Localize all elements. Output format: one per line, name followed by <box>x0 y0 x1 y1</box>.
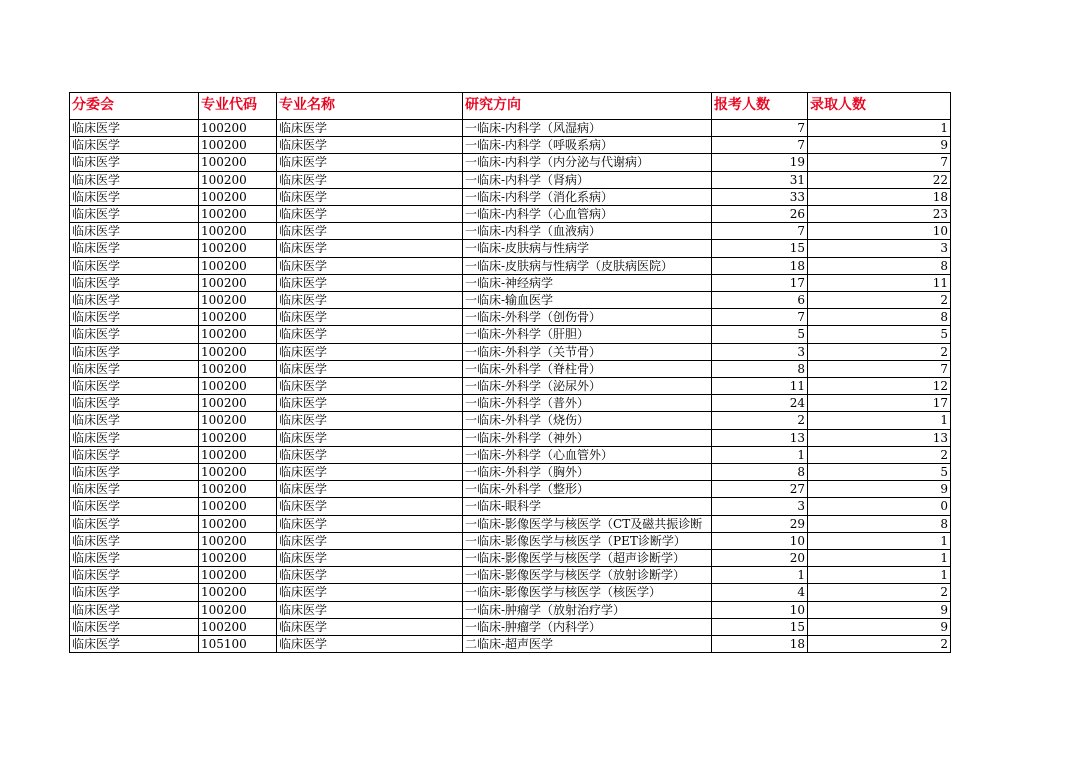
cell-major-name[interactable]: 临床医学 <box>277 154 463 171</box>
cell-research-direction[interactable]: 一临床-外科学（烧伤） <box>463 412 712 429</box>
cell-major-code[interactable]: 100200 <box>199 309 277 326</box>
cell-applicants[interactable]: 7 <box>712 120 808 137</box>
cell-committee[interactable]: 临床医学 <box>70 584 199 601</box>
cell-applicants[interactable]: 1 <box>712 446 808 463</box>
cell-applicants[interactable]: 26 <box>712 206 808 223</box>
cell-research-direction[interactable]: 一临床-肿瘤学（放射治疗学） <box>463 601 712 618</box>
table-row <box>70 292 951 309</box>
cell-admitted[interactable]: 22 <box>808 171 951 188</box>
cell-applicants[interactable]: 7 <box>712 137 808 154</box>
cell-applicants[interactable]: 17 <box>712 274 808 291</box>
cell-research-direction[interactable]: 一临床-外科学（胸外） <box>463 464 712 481</box>
cell-research-direction[interactable]: 一临床-外科学（普外） <box>463 395 712 412</box>
cell-major-name[interactable]: 临床医学 <box>277 584 463 601</box>
table-row <box>70 257 951 274</box>
cell-research-direction[interactable]: 一临床-影像医学与核医学（超声诊断学） <box>463 550 712 567</box>
cell-admitted[interactable]: 9 <box>808 618 951 635</box>
cell-admitted[interactable]: 9 <box>808 481 951 498</box>
header-admitted[interactable]: 录取人数 <box>808 93 951 120</box>
cell-major-code[interactable]: 100200 <box>199 154 277 171</box>
cell-committee[interactable]: 临床医学 <box>70 274 199 291</box>
cell-committee[interactable]: 临床医学 <box>70 188 199 205</box>
cell-committee[interactable]: 临床医学 <box>70 395 199 412</box>
cell-research-direction[interactable]: 一临床-内科学（消化系病） <box>463 188 712 205</box>
cell-major-code[interactable]: 100200 <box>199 326 277 343</box>
cell-major-code[interactable]: 100200 <box>199 137 277 154</box>
cell-research-direction[interactable]: 一临床-皮肤病与性病学（皮肤病医院） <box>463 257 712 274</box>
cell-research-direction[interactable]: 一临床-内科学（肾病） <box>463 171 712 188</box>
cell-research-direction[interactable]: 一临床-影像医学与核医学（CT及磁共振诊断 <box>463 515 712 532</box>
cell-research-direction[interactable]: 一临床-外科学（泌尿外） <box>463 378 712 395</box>
cell-committee[interactable]: 临床医学 <box>70 412 199 429</box>
cell-admitted[interactable]: 2 <box>808 343 951 360</box>
cell-research-direction[interactable]: 一临床-影像医学与核医学（放射诊断学） <box>463 567 712 584</box>
cell-committee[interactable]: 临床医学 <box>70 343 199 360</box>
cell-major-code[interactable]: 100200 <box>199 464 277 481</box>
cell-research-direction[interactable]: 一临床-眼科学 <box>463 498 712 515</box>
cell-major-code[interactable]: 100200 <box>199 498 277 515</box>
cell-major-name[interactable]: 临床医学 <box>277 395 463 412</box>
cell-applicants[interactable]: 33 <box>712 188 808 205</box>
header-major-code[interactable]: 专业代码 <box>199 93 277 120</box>
cell-major-name[interactable]: 临床医学 <box>277 446 463 463</box>
cell-admitted[interactable]: 9 <box>808 601 951 618</box>
table-body <box>70 120 951 653</box>
cell-research-direction[interactable]: 一临床-内科学（内分泌与代谢病） <box>463 154 712 171</box>
cell-major-name[interactable]: 临床医学 <box>277 481 463 498</box>
cell-committee[interactable]: 临床医学 <box>70 378 199 395</box>
cell-admitted[interactable]: 3 <box>808 240 951 257</box>
table-row <box>70 343 951 360</box>
cell-committee[interactable]: 临床医学 <box>70 360 199 377</box>
cell-applicants[interactable]: 1 <box>712 567 808 584</box>
table-row <box>70 274 951 291</box>
cell-research-direction[interactable]: 一临床-肿瘤学（内科学） <box>463 618 712 635</box>
cell-admitted[interactable]: 2 <box>808 584 951 601</box>
cell-research-direction[interactable]: 一临床-内科学（风湿病） <box>463 120 712 137</box>
cell-major-code[interactable]: 100200 <box>199 292 277 309</box>
table-row <box>70 309 951 326</box>
cell-admitted[interactable]: 1 <box>808 532 951 549</box>
cell-major-code[interactable]: 100200 <box>199 429 277 446</box>
cell-admitted[interactable]: 12 <box>808 378 951 395</box>
cell-admitted[interactable]: 5 <box>808 326 951 343</box>
cell-admitted[interactable]: 8 <box>808 309 951 326</box>
table-row <box>70 636 951 653</box>
cell-committee[interactable]: 临床医学 <box>70 446 199 463</box>
cell-applicants[interactable]: 20 <box>712 550 808 567</box>
cell-admitted[interactable]: 2 <box>808 636 951 653</box>
cell-applicants[interactable]: 10 <box>712 601 808 618</box>
cell-major-name[interactable]: 临床医学 <box>277 378 463 395</box>
cell-major-code[interactable]: 100200 <box>199 274 277 291</box>
table-row <box>70 154 951 171</box>
cell-admitted[interactable]: 11 <box>808 274 951 291</box>
cell-major-code[interactable]: 100200 <box>199 360 277 377</box>
cell-research-direction[interactable]: 一临床-内科学（心血管病） <box>463 206 712 223</box>
cell-committee[interactable]: 临床医学 <box>70 309 199 326</box>
cell-research-direction[interactable]: 一临床-影像医学与核医学（PET诊断学） <box>463 532 712 549</box>
cell-major-name[interactable]: 临床医学 <box>277 188 463 205</box>
cell-committee[interactable]: 临床医学 <box>70 464 199 481</box>
cell-committee[interactable]: 临床医学 <box>70 120 199 137</box>
cell-major-name[interactable]: 临床医学 <box>277 257 463 274</box>
cell-major-name[interactable]: 临床医学 <box>277 532 463 549</box>
cell-committee[interactable]: 临床医学 <box>70 636 199 653</box>
cell-major-code[interactable]: 100200 <box>199 188 277 205</box>
table-row <box>70 412 951 429</box>
cell-major-name[interactable]: 临床医学 <box>277 223 463 240</box>
cell-major-code[interactable]: 100200 <box>199 378 277 395</box>
cell-committee[interactable]: 临床医学 <box>70 223 199 240</box>
table-row <box>70 395 951 412</box>
cell-applicants[interactable]: 18 <box>712 257 808 274</box>
cell-major-name[interactable]: 临床医学 <box>277 550 463 567</box>
header-committee[interactable]: 分委会 <box>70 93 199 120</box>
cell-major-code[interactable]: 100200 <box>199 206 277 223</box>
cell-applicants[interactable]: 11 <box>712 378 808 395</box>
header-row <box>70 93 951 120</box>
cell-research-direction[interactable]: 一临床-外科学（心血管外） <box>463 446 712 463</box>
cell-major-name[interactable]: 临床医学 <box>277 292 463 309</box>
cell-major-code[interactable]: 100200 <box>199 120 277 137</box>
table-row <box>70 326 951 343</box>
cell-committee[interactable]: 临床医学 <box>70 550 199 567</box>
cell-research-direction[interactable]: 一临床-皮肤病与性病学 <box>463 240 712 257</box>
table-row <box>70 360 951 377</box>
cell-research-direction[interactable]: 一临床-内科学（呼吸系病） <box>463 137 712 154</box>
cell-admitted[interactable]: 2 <box>808 446 951 463</box>
cell-applicants[interactable]: 19 <box>712 154 808 171</box>
cell-committee[interactable]: 临床医学 <box>70 154 199 171</box>
cell-committee[interactable]: 临床医学 <box>70 481 199 498</box>
cell-major-code[interactable]: 100200 <box>199 257 277 274</box>
cell-admitted[interactable]: 0 <box>808 498 951 515</box>
cell-admitted[interactable]: 8 <box>808 257 951 274</box>
table-row <box>70 515 951 532</box>
cell-applicants[interactable]: 27 <box>712 481 808 498</box>
cell-admitted[interactable]: 1 <box>808 120 951 137</box>
cell-applicants[interactable]: 3 <box>712 498 808 515</box>
cell-committee[interactable]: 临床医学 <box>70 240 199 257</box>
cell-committee[interactable]: 临床医学 <box>70 257 199 274</box>
cell-major-code[interactable]: 100200 <box>199 395 277 412</box>
cell-applicants[interactable]: 6 <box>712 292 808 309</box>
cell-applicants[interactable]: 15 <box>712 240 808 257</box>
cell-admitted[interactable]: 7 <box>808 360 951 377</box>
cell-major-name[interactable]: 临床医学 <box>277 618 463 635</box>
cell-major-name[interactable]: 临床医学 <box>277 120 463 137</box>
cell-major-name[interactable]: 临床医学 <box>277 240 463 257</box>
cell-admitted[interactable]: 18 <box>808 188 951 205</box>
header-major-name[interactable]: 专业名称 <box>277 93 463 120</box>
cell-admitted[interactable]: 5 <box>808 464 951 481</box>
cell-major-name[interactable]: 临床医学 <box>277 309 463 326</box>
cell-applicants[interactable]: 15 <box>712 618 808 635</box>
cell-major-code[interactable]: 100200 <box>199 412 277 429</box>
cell-major-name[interactable]: 临床医学 <box>277 412 463 429</box>
cell-admitted[interactable]: 13 <box>808 429 951 446</box>
cell-research-direction[interactable]: 一临床-内科学（血液病） <box>463 223 712 240</box>
cell-applicants[interactable]: 3 <box>712 343 808 360</box>
cell-applicants[interactable]: 4 <box>712 584 808 601</box>
table-row <box>70 446 951 463</box>
cell-major-code[interactable]: 100200 <box>199 567 277 584</box>
cell-applicants[interactable]: 18 <box>712 636 808 653</box>
cell-major-name[interactable]: 临床医学 <box>277 360 463 377</box>
cell-committee[interactable]: 临床医学 <box>70 429 199 446</box>
cell-major-name[interactable]: 临床医学 <box>277 601 463 618</box>
cell-major-name[interactable]: 临床医学 <box>277 206 463 223</box>
cell-major-name[interactable]: 临床医学 <box>277 636 463 653</box>
cell-major-code[interactable]: 100200 <box>199 343 277 360</box>
cell-admitted[interactable]: 2 <box>808 292 951 309</box>
cell-admitted[interactable]: 23 <box>808 206 951 223</box>
table-row <box>70 550 951 567</box>
cell-admitted[interactable]: 17 <box>808 395 951 412</box>
cell-major-code[interactable]: 105100 <box>199 636 277 653</box>
table-row <box>70 464 951 481</box>
table-row <box>70 498 951 515</box>
cell-committee[interactable]: 临床医学 <box>70 515 199 532</box>
table-row <box>70 481 951 498</box>
cell-major-code[interactable]: 100200 <box>199 515 277 532</box>
cell-major-name[interactable]: 临床医学 <box>277 326 463 343</box>
table-row <box>70 378 951 395</box>
table-row <box>70 120 951 137</box>
cell-committee[interactable]: 临床医学 <box>70 601 199 618</box>
cell-research-direction[interactable]: 一临床-输血医学 <box>463 292 712 309</box>
cell-research-direction[interactable]: 一临床-外科学（关节骨） <box>463 343 712 360</box>
cell-major-name[interactable]: 临床医学 <box>277 567 463 584</box>
cell-applicants[interactable]: 29 <box>712 515 808 532</box>
cell-admitted[interactable]: 1 <box>808 567 951 584</box>
cell-major-name[interactable]: 临床医学 <box>277 171 463 188</box>
cell-major-name[interactable]: 临床医学 <box>277 464 463 481</box>
admissions-table <box>69 92 951 653</box>
cell-committee[interactable]: 临床医学 <box>70 137 199 154</box>
cell-committee[interactable]: 临床医学 <box>70 532 199 549</box>
cell-research-direction[interactable]: 二临床-超声医学 <box>463 636 712 653</box>
table-row <box>70 584 951 601</box>
cell-applicants[interactable]: 7 <box>712 309 808 326</box>
cell-admitted[interactable]: 1 <box>808 412 951 429</box>
cell-major-code[interactable]: 100200 <box>199 223 277 240</box>
cell-committee[interactable]: 临床医学 <box>70 206 199 223</box>
cell-major-code[interactable]: 100200 <box>199 532 277 549</box>
cell-committee[interactable]: 临床医学 <box>70 326 199 343</box>
cell-major-code[interactable]: 100200 <box>199 550 277 567</box>
table-row <box>70 567 951 584</box>
table-row <box>70 137 951 154</box>
cell-major-code[interactable]: 100200 <box>199 171 277 188</box>
cell-applicants[interactable]: 8 <box>712 360 808 377</box>
table-row <box>70 188 951 205</box>
cell-applicants[interactable]: 10 <box>712 532 808 549</box>
cell-major-code[interactable]: 100200 <box>199 601 277 618</box>
cell-major-code[interactable]: 100200 <box>199 240 277 257</box>
cell-admitted[interactable]: 7 <box>808 154 951 171</box>
cell-applicants[interactable]: 7 <box>712 223 808 240</box>
cell-applicants[interactable]: 31 <box>712 171 808 188</box>
cell-applicants[interactable]: 2 <box>712 412 808 429</box>
cell-research-direction[interactable]: 一临床-外科学（整形） <box>463 481 712 498</box>
cell-research-direction[interactable]: 一临床-外科学（神外） <box>463 429 712 446</box>
cell-research-direction[interactable]: 一临床-神经病学 <box>463 274 712 291</box>
table-row <box>70 532 951 549</box>
cell-major-code[interactable]: 100200 <box>199 584 277 601</box>
cell-major-code[interactable]: 100200 <box>199 618 277 635</box>
cell-committee[interactable]: 临床医学 <box>70 567 199 584</box>
table-row <box>70 618 951 635</box>
cell-major-code[interactable]: 100200 <box>199 446 277 463</box>
cell-applicants[interactable]: 24 <box>712 395 808 412</box>
cell-research-direction[interactable]: 一临床-外科学（创伤骨） <box>463 309 712 326</box>
table-row <box>70 223 951 240</box>
table-row <box>70 429 951 446</box>
cell-applicants[interactable]: 8 <box>712 464 808 481</box>
cell-committee[interactable]: 临床医学 <box>70 498 199 515</box>
cell-applicants[interactable]: 5 <box>712 326 808 343</box>
cell-major-code[interactable]: 100200 <box>199 481 277 498</box>
table-row <box>70 601 951 618</box>
cell-major-name[interactable]: 临床医学 <box>277 498 463 515</box>
cell-applicants[interactable]: 13 <box>712 429 808 446</box>
table-row <box>70 240 951 257</box>
cell-major-name[interactable]: 临床医学 <box>277 515 463 532</box>
cell-major-name[interactable]: 临床医学 <box>277 429 463 446</box>
cell-major-name[interactable]: 临床医学 <box>277 343 463 360</box>
cell-research-direction[interactable]: 一临床-外科学（肝胆） <box>463 326 712 343</box>
table-row <box>70 206 951 223</box>
cell-admitted[interactable]: 10 <box>808 223 951 240</box>
cell-admitted[interactable]: 1 <box>808 550 951 567</box>
header-research-direction[interactable]: 研究方向 <box>463 93 712 120</box>
cell-research-direction[interactable]: 一临床-外科学（脊柱骨） <box>463 360 712 377</box>
cell-admitted[interactable]: 8 <box>808 515 951 532</box>
cell-committee[interactable]: 临床医学 <box>70 292 199 309</box>
table-row <box>70 171 951 188</box>
cell-major-name[interactable]: 临床医学 <box>277 137 463 154</box>
cell-major-name[interactable]: 临床医学 <box>277 274 463 291</box>
cell-research-direction[interactable]: 一临床-影像医学与核医学（核医学） <box>463 584 712 601</box>
cell-committee[interactable]: 临床医学 <box>70 618 199 635</box>
cell-admitted[interactable]: 9 <box>808 137 951 154</box>
header-applicants[interactable]: 报考人数 <box>712 93 808 120</box>
cell-committee[interactable]: 临床医学 <box>70 171 199 188</box>
